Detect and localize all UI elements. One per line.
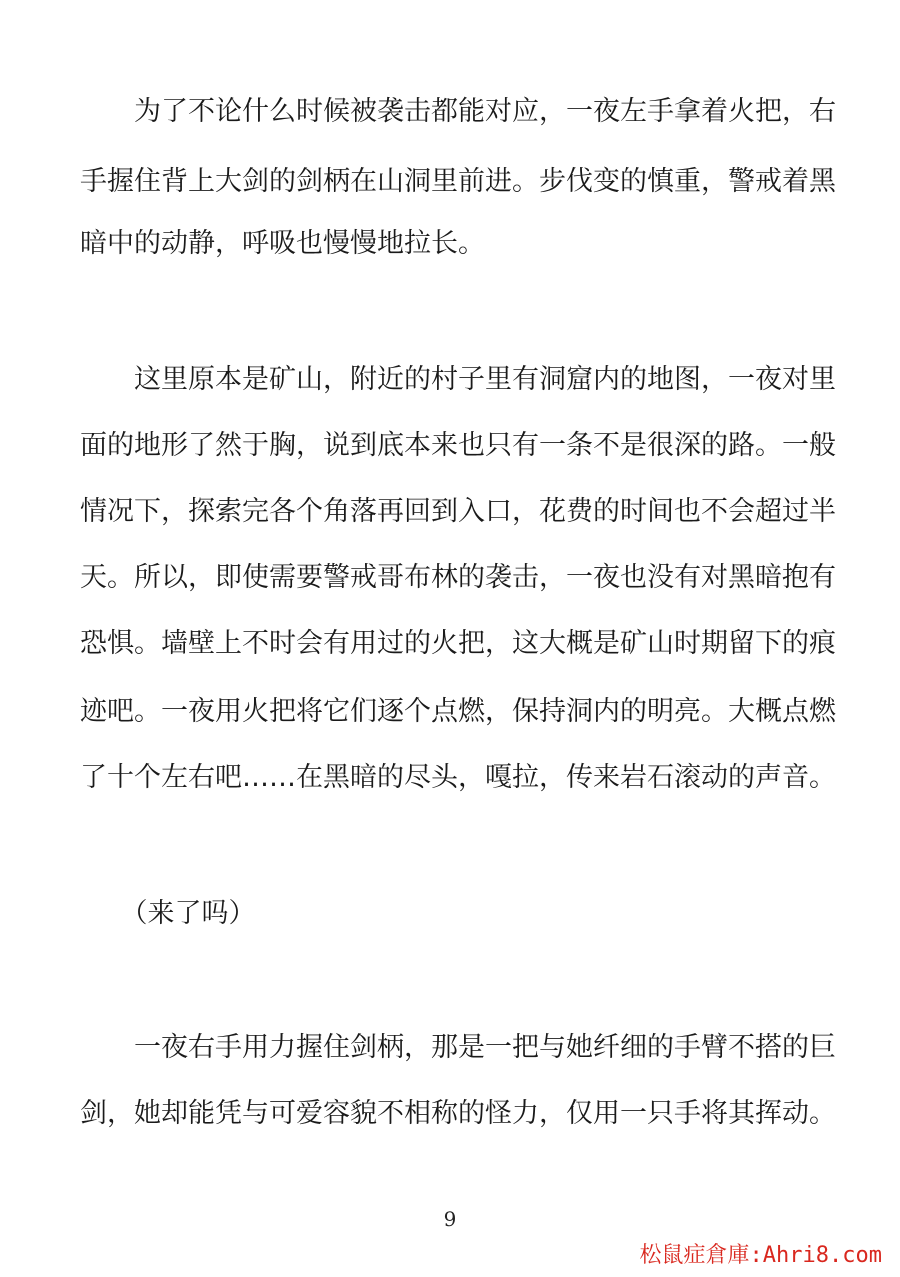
paragraph-4-line-1: 一夜右手用力握住剑柄，那是一把与她纤细的手臂不搭的巨 xyxy=(80,1032,836,1063)
page-number: 9 xyxy=(443,1207,457,1231)
paragraph-1-line-1: 为了不论什么时候被袭击都能对应，一夜左手拿着火把，右 xyxy=(80,96,836,127)
paragraph-2-line-3: 情况下，探索完各个角落再回到入口，花费的时间也不会超过半 xyxy=(80,496,836,527)
paragraph-3-line-1: （来了吗） xyxy=(80,898,256,929)
paragraph-4-line-2: 剑，她却能凭与可爱容貌不相称的怪力，仅用一只手将其挥动。 xyxy=(80,1098,836,1129)
paragraph-2-line-6: 迹吧。一夜用火把将它们逐个点燃，保持洞内的明亮。大概点燃 xyxy=(80,696,836,727)
paragraph-2-line-4: 天。所以，即使需要警戒哥布林的袭击，一夜也没有对黑暗抱有 xyxy=(80,562,836,593)
paragraph-2-line-7: 了十个左右吧……在黑暗的尽头，嘎拉，传来岩石滚动的声音。 xyxy=(80,762,836,793)
paragraph-1-line-3: 暗中的动静，呼吸也慢慢地拉长。 xyxy=(80,228,485,259)
paragraph-2-line-2: 面的地形了然于胸，说到底本来也只有一条不是很深的路。一般 xyxy=(80,430,836,461)
watermark-text: 松鼠症倉庫:Ahri8.com xyxy=(639,1243,882,1268)
paragraph-2-line-1: 这里原本是矿山，附近的村子里有洞窟内的地图，一夜对里 xyxy=(80,364,836,395)
paragraph-1-line-2: 手握住背上大剑的剑柄在山洞里前进。步伐变的慎重，警戒着黑 xyxy=(80,166,836,197)
paragraph-2-line-5: 恐惧。墙壁上不时会有用过的火把，这大概是矿山时期留下的痕 xyxy=(80,628,836,659)
